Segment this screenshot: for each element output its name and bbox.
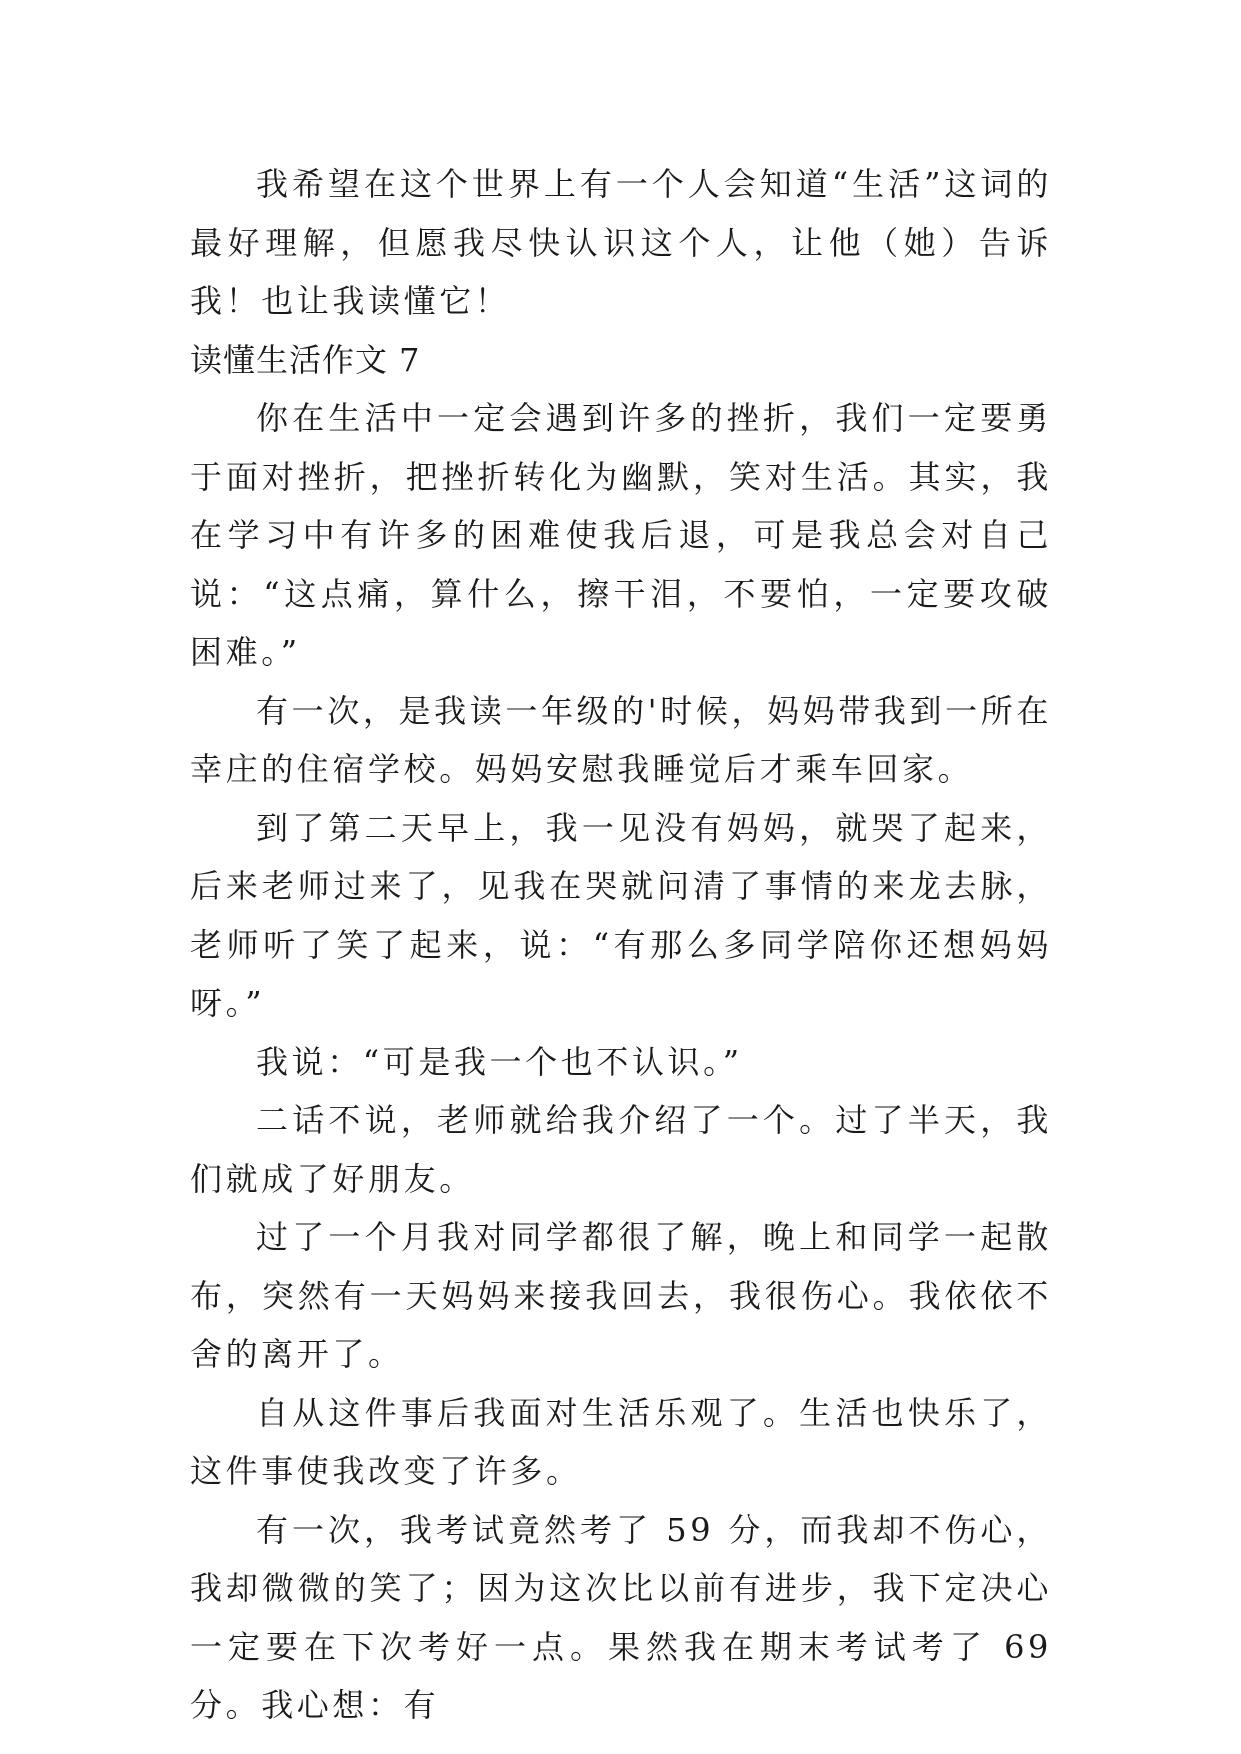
paragraph: 你在生活中一定会遇到许多的挫折，我们一定要勇于面对挫折，把挫折转化为幽默，笑对生活。其实，我在学习中有许多的困难使我后退，可是我总会对自己说：“这点痛，算什么，擦干泪，不要怕，一定要攻破困难。” xyxy=(190,399,1052,671)
paragraph: 过了一个月我对同学都很了解，晚上和同学一起散布，突然有一天妈妈来接我回去，我很伤心。我依依不舍的离开了。 xyxy=(190,1218,1052,1373)
paragraph: 有一次，是我读一年级的'时候，妈妈带我到一所在幸庄的住宿学校。妈妈安慰我睡觉后才乘车回家。 xyxy=(190,691,1052,788)
paragraph: 有一次，我考试竟然考了 59 分，而我却不伤心，我却微微的笑了；因为这次比以前有进步，我下定决心一定要在下次考好一点。果然我在期末考试考了 69 分。我心想：有 xyxy=(190,1510,1052,1724)
document-body xyxy=(190,155,1052,1735)
paragraph: 自从这件事后我面对生活乐观了。生活也快乐了，这件事使我改变了许多。 xyxy=(190,1393,1052,1490)
section-heading: 读懂生活作文 7 xyxy=(190,340,421,379)
paragraph: 二话不说，老师就给我介绍了一个。过了半天，我们就成了好朋友。 xyxy=(190,1101,1052,1198)
paragraph: 到了第二天早上，我一见没有妈妈，就哭了起来，后来老师过来了，见我在哭就问清了事情的来龙去脉，老师听了笑了起来，说：“有那么多同学陪你还想妈妈呀。” xyxy=(190,808,1052,1022)
paragraph: 我希望在这个世界上有一个人会知道“生活”这词的最好理解，但愿我尽快认识这个人，让他（她）告诉我！也让我读懂它！ xyxy=(190,165,1052,320)
paragraph: 我说：“可是我一个也不认识。” xyxy=(256,1042,743,1081)
